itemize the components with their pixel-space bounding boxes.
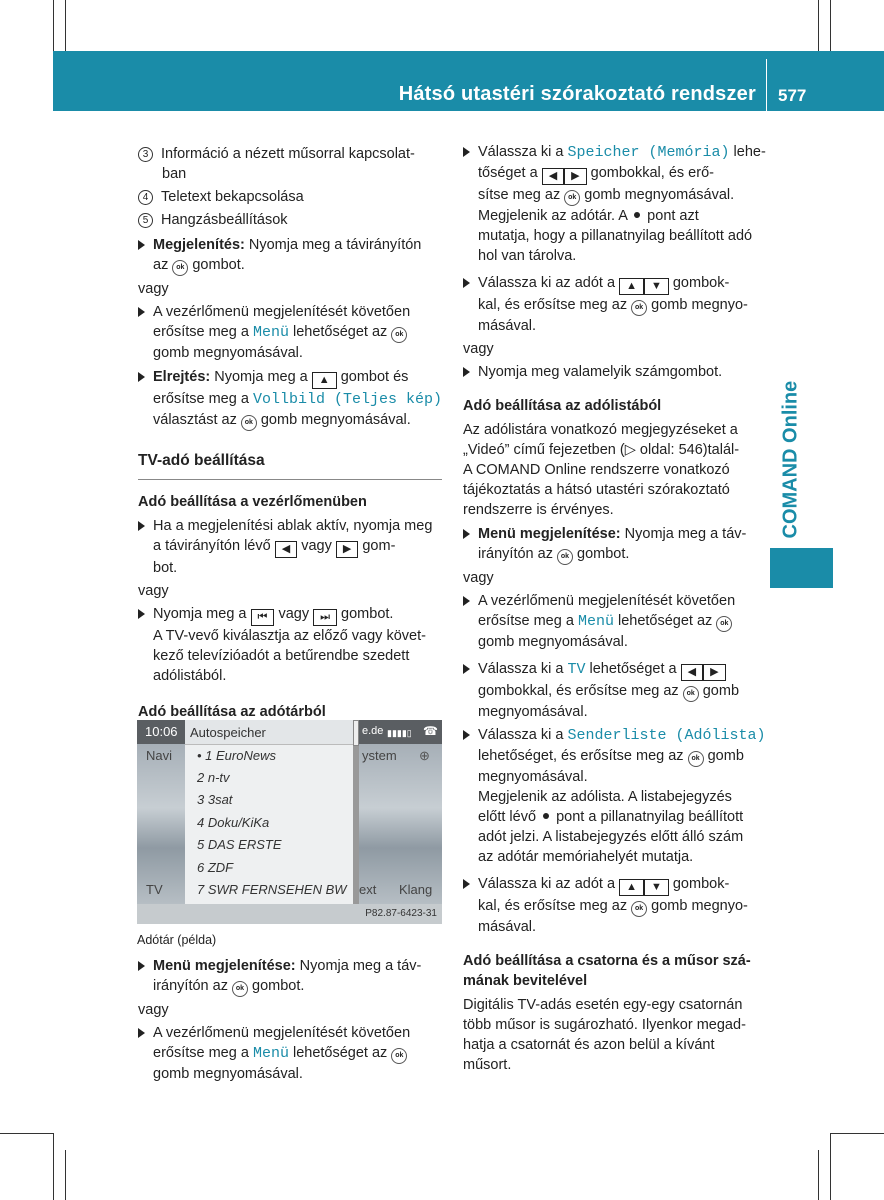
list-item[interactable]: 3 3sat [197, 792, 233, 807]
arrow-icon [463, 879, 470, 889]
list-item[interactable]: 4 Doku/KiKa [197, 815, 270, 830]
header-divider [766, 59, 767, 111]
subheading: mának bevitelével [463, 973, 588, 989]
arrow-icon [463, 664, 470, 674]
crop-mark [830, 1133, 831, 1200]
menu-system: ystem [362, 748, 397, 763]
menu-klang: Klang [399, 882, 433, 897]
ok-button-icon: ok [391, 1048, 407, 1064]
subheading: Adó beállítása az adólistából [463, 398, 662, 414]
instruction-item: Nyomja meg a ⏮ vagy ⏭ gombot. A TV-vevő kiválasztja az előző vagy követ- kező televízióadót a betűrendbe szedett adólistából. [138, 604, 448, 686]
page-title: Hátsó utastéri szórakoztató rendszer [398, 83, 756, 105]
ok-button-icon: ok [631, 300, 647, 316]
arrow-icon [463, 529, 470, 539]
instruction-item: Megjelenítés: Nyomja meg a távirányítón az ok gombot. [138, 235, 448, 276]
left-column: 3 Információ a nézett műsorral kapcsolat- ban 4 Teletext bekapcsolása 5 Hangzásbeállítások Megjelenítés: Nyomja meg a távirányítón az ok gombot. vagy A vezérlőmenü megjelenítését követően erősítse meg a Menü lehetőséget az ok gomb megnyomásával. Elrejtés: Nyomja meg a ▲ gombot és erősítse meg a Vollbild (Teljes kép) választást az ok gomb megnyomásával. TV-adó beállítása Adó beállítása a vezérlőmenüben Ha a megjelenítési ablak aktív, nyomja meg a távirányítón lévő ◀ vagy ▶ gom- bot. vagy Nyomja meg a ⏮ vagy ⏭ gombot. A TV-vevő kiválasztja az előző vagy követ- kező televízióadót a betűrendbe szedett adólistából. Adó beállítása az adótárból [138, 144, 448, 722]
instruction-item: Válassza ki a TV lehetőséget a ◀ ▶ gombokkal, és erősítse meg az ok gomb megnyomásával. [463, 659, 771, 722]
page-header [53, 51, 884, 111]
up-button-icon: ▲ [619, 278, 644, 295]
list-item: 5 Hangzásbeállítások [138, 210, 448, 230]
list-item: 3 Információ a nézett műsorral kapcsolat- [138, 144, 448, 164]
subheading: Adó beállítása az adótárból [138, 704, 326, 720]
arrow-icon [463, 147, 470, 157]
next-button-icon: ⏭ [313, 609, 337, 626]
ok-button-icon: ok [688, 751, 704, 767]
bullet-dot-icon [543, 813, 549, 819]
arrow-icon [463, 278, 470, 288]
list-item[interactable]: 6 ZDF [197, 860, 234, 875]
arrow-icon [138, 307, 145, 317]
instruction-item: A vezérlőmenü megjelenítését követően erősítse meg a Menü lehetőséget az ok gomb megnyomásával. [138, 302, 448, 363]
arrow-icon [463, 367, 470, 377]
ok-button-icon: ok [232, 981, 248, 997]
instruction-item: Menü megjelenítése: Nyomja meg a táv- irányítón az ok gombot. [138, 956, 448, 997]
instruction-item: Nyomja meg valamelyik számgombot. [463, 362, 771, 382]
menu-tv: TV [146, 882, 163, 897]
ok-button-icon: ok [172, 260, 188, 276]
instruction-item: Válassza ki az adót a ▲ ▼ gombok- kal, és erősítse meg az ok gomb megnyo- másával. [463, 273, 771, 336]
side-tab [768, 370, 814, 540]
right-button-icon: ▶ [703, 664, 725, 681]
globe-icon: ⊕ [419, 748, 430, 763]
ok-button-icon: ok [716, 616, 732, 632]
list-item[interactable]: • 1 EuroNews [197, 748, 276, 763]
subheading: Adó beállítása a csatorna és a műsor szá- [463, 953, 751, 969]
list-item[interactable]: 5 DAS ERSTE [197, 837, 282, 852]
scrollbar-thumb[interactable] [353, 720, 359, 746]
arrow-icon [138, 372, 145, 382]
up-button-icon: ▲ [312, 372, 337, 389]
instruction-item: Válassza ki a Senderliste (Adólista) lehetőséget, és erősítse meg az ok gomb megnyomásával. Megjelenik az adólista. A listabejegyzés előtt lévő pont a pillanatnyilag beállított adót jelzi. A listabejegyzés előtt álló szám az adótár memóriahelyét mutatja. [463, 725, 771, 867]
crop-mark [818, 1150, 819, 1200]
ok-button-icon: ok [631, 901, 647, 917]
menu-navi: Navi [146, 748, 173, 763]
figure-caption: Adótár (példa) [137, 933, 217, 947]
left-column-bottom: Menü megjelenítése: Nyomja meg a táv- irányítón az ok gombot. vagy A vezérlőmenü megjelenítését követően erősítse meg a Menü lehetőséget az ok gomb megnyomásával. [138, 956, 448, 1084]
subheading: Adó beállítása a vezérlőmenüben [138, 494, 367, 510]
crop-mark [65, 1150, 66, 1200]
arrow-icon [138, 609, 145, 619]
crop-mark [53, 1133, 54, 1200]
ok-button-icon: ok [557, 549, 573, 565]
list-title: Autospeicher [190, 725, 266, 740]
up-button-icon: ▲ [619, 879, 644, 896]
crop-mark [0, 1133, 53, 1134]
ok-button-icon: ok [683, 686, 699, 702]
ok-button-icon: ok [564, 190, 580, 206]
instruction-item: Menü megjelenítése: Nyomja meg a táv- irányítón az ok gombot. [463, 524, 771, 565]
figure-reference: P82.87-6423-31 [365, 908, 437, 919]
crop-mark [53, 0, 54, 51]
down-button-icon: ▼ [644, 278, 669, 295]
prev-button-icon: ⏮ [251, 609, 275, 626]
phone-icon: ☎ [423, 724, 438, 738]
list-item[interactable]: 7 SWR FERNSEHEN BW [197, 882, 347, 897]
device-screenshot: 10:06 e.de ▮▮▮▮▯ ☎ Navi TV ystem ⊕ ext Klang Autospeicher • 1 EuroNews 2 n-tv 3 3sat 4 Doku/KiKa 5 DAS ERSTE 6 ZDF 7 SWR FERNSEHEN BW P82.87-6423-31 [137, 720, 442, 924]
ok-button-icon: ok [391, 327, 407, 343]
list-item[interactable]: 2 n-tv [197, 770, 230, 785]
crop-mark [818, 0, 819, 51]
instruction-item: Válassza ki a Speicher (Memória) lehe- tőséget a ◀ ▶ gombokkal, és erő- sítse meg az ok gomb megnyomásával. Megjelenik az adótár. A pont azt mutatja, hogy a pillanatnyilag beállított adó hol van tárolva. [463, 142, 771, 266]
arrow-icon [138, 1028, 145, 1038]
right-button-icon: ▶ [336, 541, 358, 558]
arrow-icon [463, 596, 470, 606]
ok-button-icon: ok [241, 415, 257, 431]
list-item: 4 Teletext bekapcsolása [138, 187, 448, 207]
down-button-icon: ▼ [644, 879, 669, 896]
instruction-item: Válassza ki az adót a ▲ ▼ gombok- kal, és erősítse meg az ok gomb megnyo- másával. [463, 874, 771, 937]
station-memory-list [185, 720, 355, 904]
left-button-icon: ◀ [542, 168, 564, 185]
arrow-icon [138, 521, 145, 531]
arrow-icon [138, 961, 145, 971]
scrollbar[interactable] [353, 720, 359, 904]
bullet-dot-icon [634, 212, 640, 218]
page-number: 577 [778, 86, 807, 105]
left-button-icon: ◀ [681, 664, 703, 681]
arrow-icon [138, 240, 145, 250]
arrow-icon [463, 730, 470, 740]
right-button-icon: ▶ [564, 168, 586, 185]
instruction-item: A vezérlőmenü megjelenítését követően erősítse meg a Menü lehetőséget az ok gomb megnyomásával. [138, 1023, 448, 1084]
crop-mark [830, 0, 831, 51]
instruction-item: A vezérlőmenü megjelenítését követően erősítse meg a Menü lehetőséget az ok gomb megnyomásával. [463, 591, 771, 652]
left-button-icon: ◀ [275, 541, 297, 558]
side-tab-block [770, 548, 833, 588]
menu-text: ext [359, 882, 377, 897]
instruction-item: Elrejtés: Nyomja meg a ▲ gombot és erősítse meg a Vollbild (Teljes kép) választást az ok gomb megnyomásával. [138, 367, 448, 431]
section-heading: TV-adó beállítása [138, 452, 265, 469]
signal-icon: ▮▮▮▮▯ [387, 728, 412, 738]
clock: 10:06 [145, 724, 178, 739]
instruction-item: Ha a megjelenítési ablak aktív, nyomja meg a távirányítón lévő ◀ vagy ▶ gom- bot. [138, 516, 448, 578]
side-tab-label: COMAND Online [779, 380, 802, 539]
section-rule [138, 479, 442, 480]
crop-mark [65, 0, 66, 51]
crop-mark [830, 1133, 884, 1134]
right-column: Válassza ki a Speicher (Memória) lehe- tőséget a ◀ ▶ gombokkal, és erő- sítse meg az ok gomb megnyomásával. Megjelenik az adótár. A pont azt mutatja, hogy a pillanatnyilag beállított adó hol van tárolva. Válassza ki az adót a ▲ ▼ gombok- kal, és erősítse meg az ok gomb megnyo- másával. vagy Nyomja meg valamelyik számgombot. Adó beállítása az adólistából Az adólistára vonatkozó megjegyzéseket a „Videó” című fejezetben (▷ oldal: 546)talál- A COMAND Online rendszerre vonatkozó tájékoztatás a hátsó utastéri szórakoztató rendszerre is érvényes. Menü megjelenítése: Nyomja meg a táv- irányítón az ok gombot. vagy A vezérlőmenü megjelenítését követően erősítse meg a Menü lehetőséget az ok gomb megnyomásával. Válassza ki a TV lehetőséget a ◀ ▶ gombokkal, és erősítse meg az ok gomb megnyomásával. Válassza ki a Senderliste (Adólista) lehetőséget, és erősítse meg az ok gomb megnyomásával. Megjelenik az adólista. A listabejegyzés előtt lévő pont a pillanatnyilag beállított adót jelzi. A listabejegyzés előtt álló szám az adótár memóriahelyét mutatja. Válassza ki az adót a ▲ ▼ gombok- kal, és erősítse meg az ok gomb megnyo- másával. Adó beállítása a csatorna és a műsor szá- mának bevitelével Digitális TV-adás esetén egy-egy csatornán több műsor is sugározható. Ilyenkor megad- hatja a csatornát és azon belül a kívánt műsort. [463, 142, 771, 1075]
